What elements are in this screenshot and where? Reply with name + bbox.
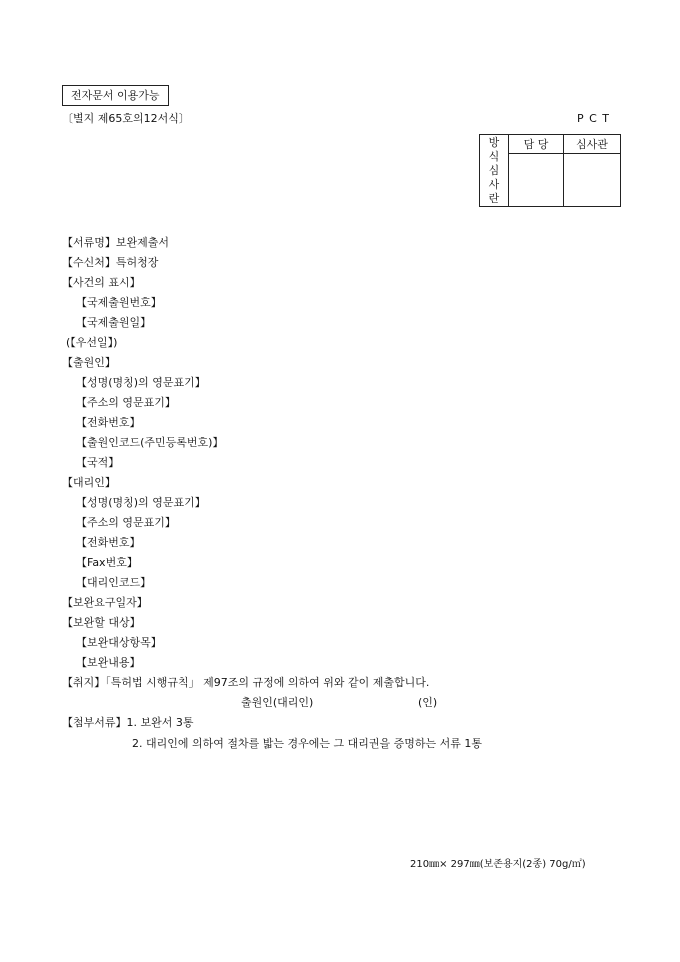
stamp-col-examiner: 심사관 [564,135,621,154]
form-number: 〔별지 제65호의12서식〕 [62,112,190,125]
stamp-cell-officer [509,154,564,207]
stamp-cell-examiner [564,154,621,207]
signature-applicant: 출원인(대리인) [241,696,314,709]
field-applicant-nationality: 【국적】 [76,456,120,469]
field-supplement-target: 【보완할 대상】 [62,616,141,629]
field-intl-application-date: 【국제출원일】 [76,316,152,329]
field-recipient: 【수신처】특허청장 [62,256,159,269]
stamp-side-char: 심 [488,163,500,177]
attachments-item-2: 2. 대리인에 의하여 절차를 밟는 경우에는 그 대리권을 증명하는 서류 1통 [132,737,482,750]
field-intl-application-number: 【국제출원번호】 [76,296,162,309]
paper-spec: 210㎜× 297㎜(보존용지(2종) 70g/㎡) [410,859,586,870]
field-case-indication: 【사건의 표시】 [62,276,141,289]
field-purpose: 【취지】「특허법 시행규칙」 제97조의 규정에 의하여 위와 같이 제출합니다. [62,676,430,689]
field-supplement-request-date: 【보완요구일자】 [62,596,148,609]
field-applicant: 【출원인】 [62,356,116,369]
signature-seal: (인) [418,696,438,709]
stamp-side-char: 방 [488,135,500,149]
stamp-side-label [480,135,509,207]
pct-label: P C T [577,112,611,125]
field-supplement-item: 【보완대상항목】 [76,636,162,649]
field-agent-code: 【대리인코드】 [76,576,152,589]
field-agent-english-address: 【주소의 영문표기】 [76,516,176,529]
stamp-side-char: 식 [488,149,500,163]
field-priority-date: (【우선일】) [66,336,118,349]
field-agent-english-name: 【성명(명칭)의 영문표기】 [76,496,206,509]
electronic-doc-label: 전자문서 이용가능 [62,85,169,106]
field-applicant-english-address: 【주소의 영문표기】 [76,396,176,409]
field-agent: 【대리인】 [62,476,116,489]
field-document-name: 【서류명】보완제출서 [62,236,170,249]
field-agent-phone: 【전화번호】 [76,536,141,549]
stamp-side-char: 사 [488,177,500,191]
field-applicant-phone: 【전화번호】 [76,416,141,429]
field-supplement-content: 【보완내용】 [76,656,141,669]
attachments-label: 【첨부서류】1. 보완서 3통 [62,716,194,729]
field-applicant-code: 【출원인코드(주민등록번호)】 [76,436,224,449]
stamp-col-officer: 담 당 [509,135,564,154]
field-applicant-english-name: 【성명(명칭)의 영문표기】 [76,376,206,389]
field-agent-fax: 【Fax번호】 [76,556,138,569]
stamp-side-char: 란 [488,191,500,205]
inspection-stamp-table [479,134,621,207]
